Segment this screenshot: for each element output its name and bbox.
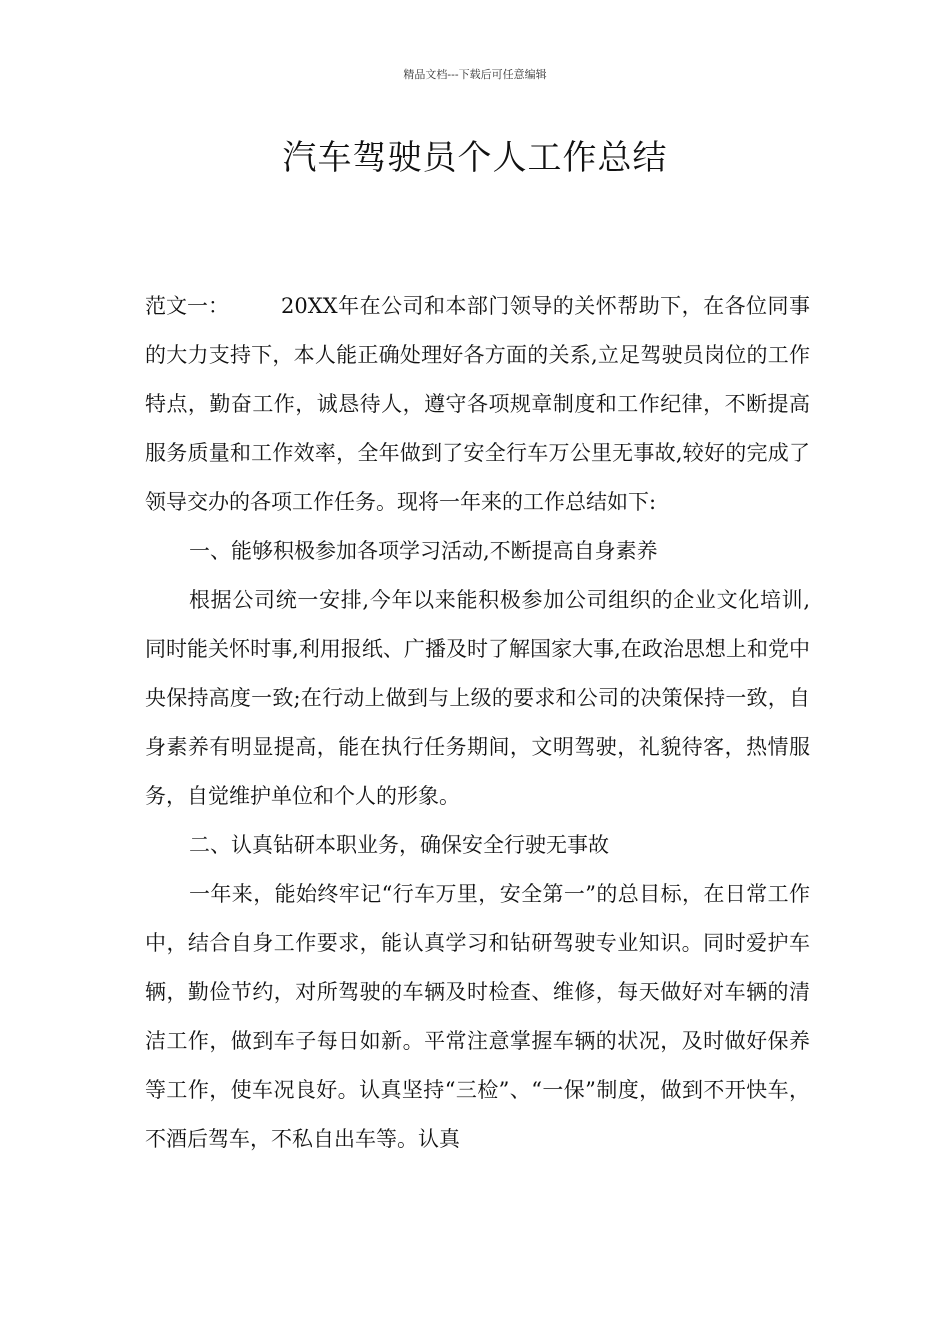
paragraph-section-1: 根据公司统一安排,今年以来能积极参加公司组织的企业文化培训,同时能关怀时事,利用报纸、广播及时了解国家大事,在政治思想上和党中央保持高度一致;在行动上做到与上级的要求和公司的决策保持一致，自身素养有明显提高，能在执行任务期间，文明驾驶，礼貌待客，热情服务，自觉维护单位和个人的形象。 [145,588,810,808]
paragraph-intro [145,282,810,527]
document-title: 汽车驾驶员个人工作总结 [282,138,668,178]
intro-label: 范文一： [145,294,229,318]
document-body [145,282,810,1164]
section-heading-2: 二、认真钻研本职业务，确保安全行驶无事故 [189,833,609,857]
paragraph-intro-text: 20XX年在公司和本部门领导的关怀帮助下，在各位同事的大力支持下，本人能正确处理好各方面的关系,立足驾驶员岗位的工作特点，勤奋工作，诚恳待人，遵守各项规章制度和工作纪律，不断提高服务质量和工作效率，全年做到了安全行车万公里无事故,较好的完成了领导交办的各项工作任务。现将一年来的工作总结如下: [145,294,810,514]
section-heading-1: 一、能够积极参加各项学习活动,不断提高自身素养 [189,539,658,563]
page-header: 精品文档---下载后可任意编辑 [403,68,547,81]
paragraph-section-2: 一年来，能始终牢记“行车万里，安全第一”的总目标，在日常工作中，结合自身工作要求，能认真学习和钻研驾驶专业知识。同时爱护车辆，勤俭节约，对所驾驶的车辆及时检查、维修，每天做好对车辆的清洁工作，做到车子每日如新。平常注意掌握车辆的状况，及时做好保养等工作，使车况良好。认真坚持“三检”、“一保”制度，做到不开快车，不酒后驾车，不私自出车等。认真 [145,882,810,1151]
